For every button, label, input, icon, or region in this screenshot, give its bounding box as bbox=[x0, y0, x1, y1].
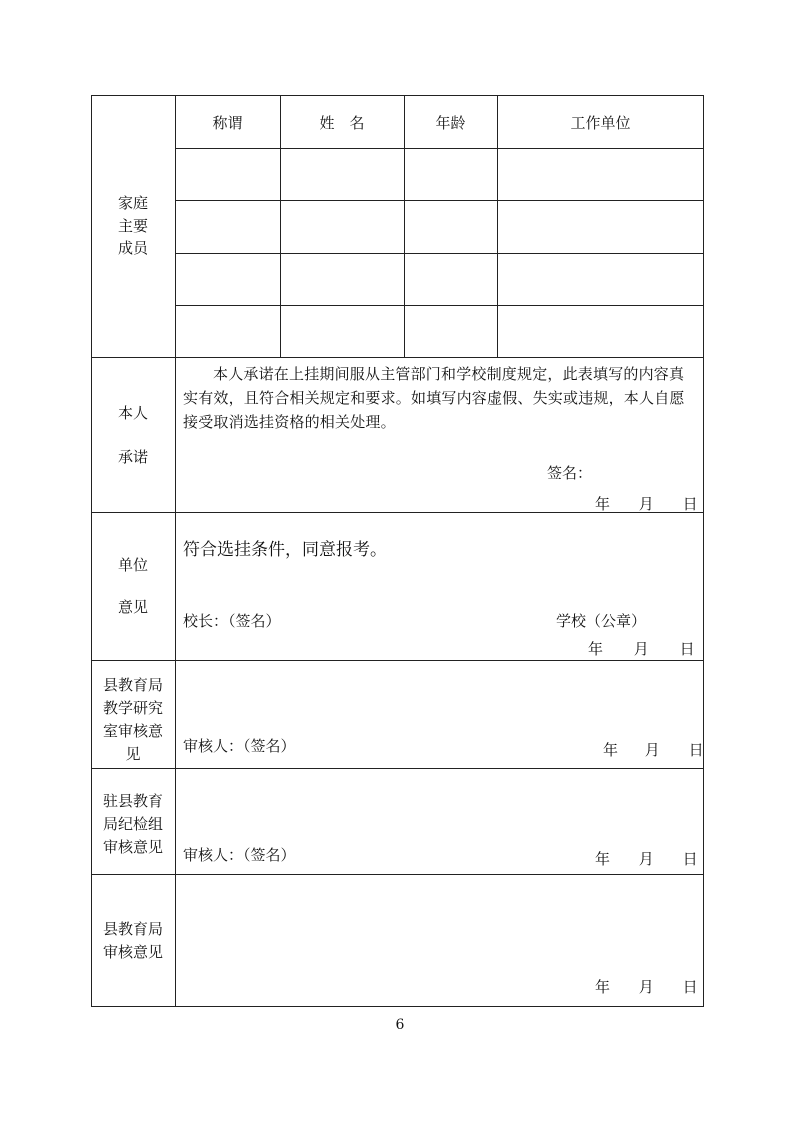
workplace-cell[interactable] bbox=[497, 148, 704, 200]
section-divider-unit bbox=[91, 660, 704, 661]
name-cell[interactable] bbox=[280, 253, 404, 305]
relation-cell[interactable] bbox=[175, 200, 280, 253]
date-day: 日 bbox=[682, 850, 698, 868]
research-office-label bbox=[91, 674, 175, 766]
header-age: 年龄 bbox=[435, 114, 466, 132]
discipline-group-label bbox=[91, 790, 175, 859]
principal-signature-label: 校长：（签名） bbox=[183, 612, 281, 630]
family-row bbox=[175, 200, 704, 253]
date-year: 年 bbox=[595, 850, 611, 868]
workplace-cell[interactable] bbox=[497, 305, 704, 357]
date-day: 日 bbox=[682, 495, 698, 513]
research-office-date bbox=[603, 739, 704, 760]
relation-cell[interactable] bbox=[175, 305, 280, 357]
name-cell[interactable] bbox=[280, 148, 404, 200]
family-row bbox=[175, 148, 704, 200]
section-divider-discipline bbox=[91, 874, 704, 875]
discipline-reviewer-label: 审核人：（签名） bbox=[183, 846, 296, 864]
label-line: 驻县教育 bbox=[102, 792, 163, 810]
page-number: 6 bbox=[395, 1017, 405, 1033]
pledge-label-line: 本人 bbox=[117, 404, 148, 422]
date-day: 日 bbox=[688, 741, 704, 759]
date-month: 月 bbox=[638, 495, 654, 513]
date-month: 月 bbox=[638, 978, 654, 996]
section-divider-family bbox=[91, 357, 704, 358]
date-month: 月 bbox=[638, 850, 654, 868]
family-row bbox=[175, 253, 704, 305]
section-divider-research bbox=[91, 768, 704, 769]
name-cell[interactable] bbox=[280, 305, 404, 357]
header-name: 姓 名 bbox=[319, 114, 365, 132]
family-row bbox=[175, 305, 704, 357]
label-line: 审核意见 bbox=[102, 838, 163, 856]
label-line: 家庭 bbox=[117, 194, 148, 212]
header-relation: 称谓 bbox=[212, 114, 243, 132]
bureau-date bbox=[595, 976, 698, 997]
relation-cell[interactable] bbox=[175, 253, 280, 305]
unit-opinion-text: 符合选挂条件，同意报考。 bbox=[183, 540, 387, 560]
label-line: 县教育局 bbox=[102, 920, 163, 938]
header-workplace: 工作单位 bbox=[570, 114, 631, 132]
relation-cell[interactable] bbox=[175, 148, 280, 200]
date-year: 年 bbox=[595, 495, 611, 513]
date-day: 日 bbox=[682, 978, 698, 996]
unit-opinion-date bbox=[588, 638, 695, 659]
date-year: 年 bbox=[588, 640, 604, 658]
label-line: 室审核意 bbox=[102, 722, 163, 740]
school-seal-label: 学校（公章） bbox=[556, 612, 647, 630]
label-line: 主要 bbox=[117, 216, 148, 235]
signature-label: 签名： bbox=[547, 464, 593, 482]
family-members-label bbox=[91, 192, 175, 260]
label-line: 见 bbox=[125, 745, 141, 763]
workplace-cell[interactable] bbox=[497, 253, 704, 305]
date-month: 月 bbox=[633, 640, 649, 658]
pledge-text: 本人承诺在上挂期间服从主管部门和学校制度规定，此表填写的内容真实有效，且符合相关规定和要求。如填写内容虚假、失实或违规，本人自愿接受取消选挂资格的相关处理。 bbox=[183, 365, 685, 431]
research-reviewer-label: 审核人：（签名） bbox=[183, 737, 296, 755]
discipline-group-date bbox=[595, 848, 698, 869]
label-line: 县教育局 bbox=[102, 676, 163, 694]
label-line: 成员 bbox=[117, 239, 148, 257]
label-line: 局纪检组 bbox=[102, 815, 163, 833]
age-cell[interactable] bbox=[404, 305, 497, 357]
label-line: 教学研究 bbox=[102, 699, 163, 717]
date-year: 年 bbox=[603, 741, 619, 759]
unit-opinion-label-line: 意见 bbox=[117, 598, 148, 616]
age-cell[interactable] bbox=[404, 200, 497, 253]
date-year: 年 bbox=[595, 978, 611, 996]
name-cell[interactable] bbox=[280, 200, 404, 253]
bureau-label bbox=[91, 918, 175, 964]
workplace-cell[interactable] bbox=[497, 200, 704, 253]
label-line: 审核意见 bbox=[102, 943, 163, 961]
date-month: 月 bbox=[644, 741, 660, 759]
pledge-date bbox=[595, 493, 698, 514]
pledge-label-line: 承诺 bbox=[117, 448, 148, 466]
date-day: 日 bbox=[679, 640, 695, 658]
age-cell[interactable] bbox=[404, 148, 497, 200]
unit-opinion-label-line: 单位 bbox=[117, 556, 148, 574]
age-cell[interactable] bbox=[404, 253, 497, 305]
